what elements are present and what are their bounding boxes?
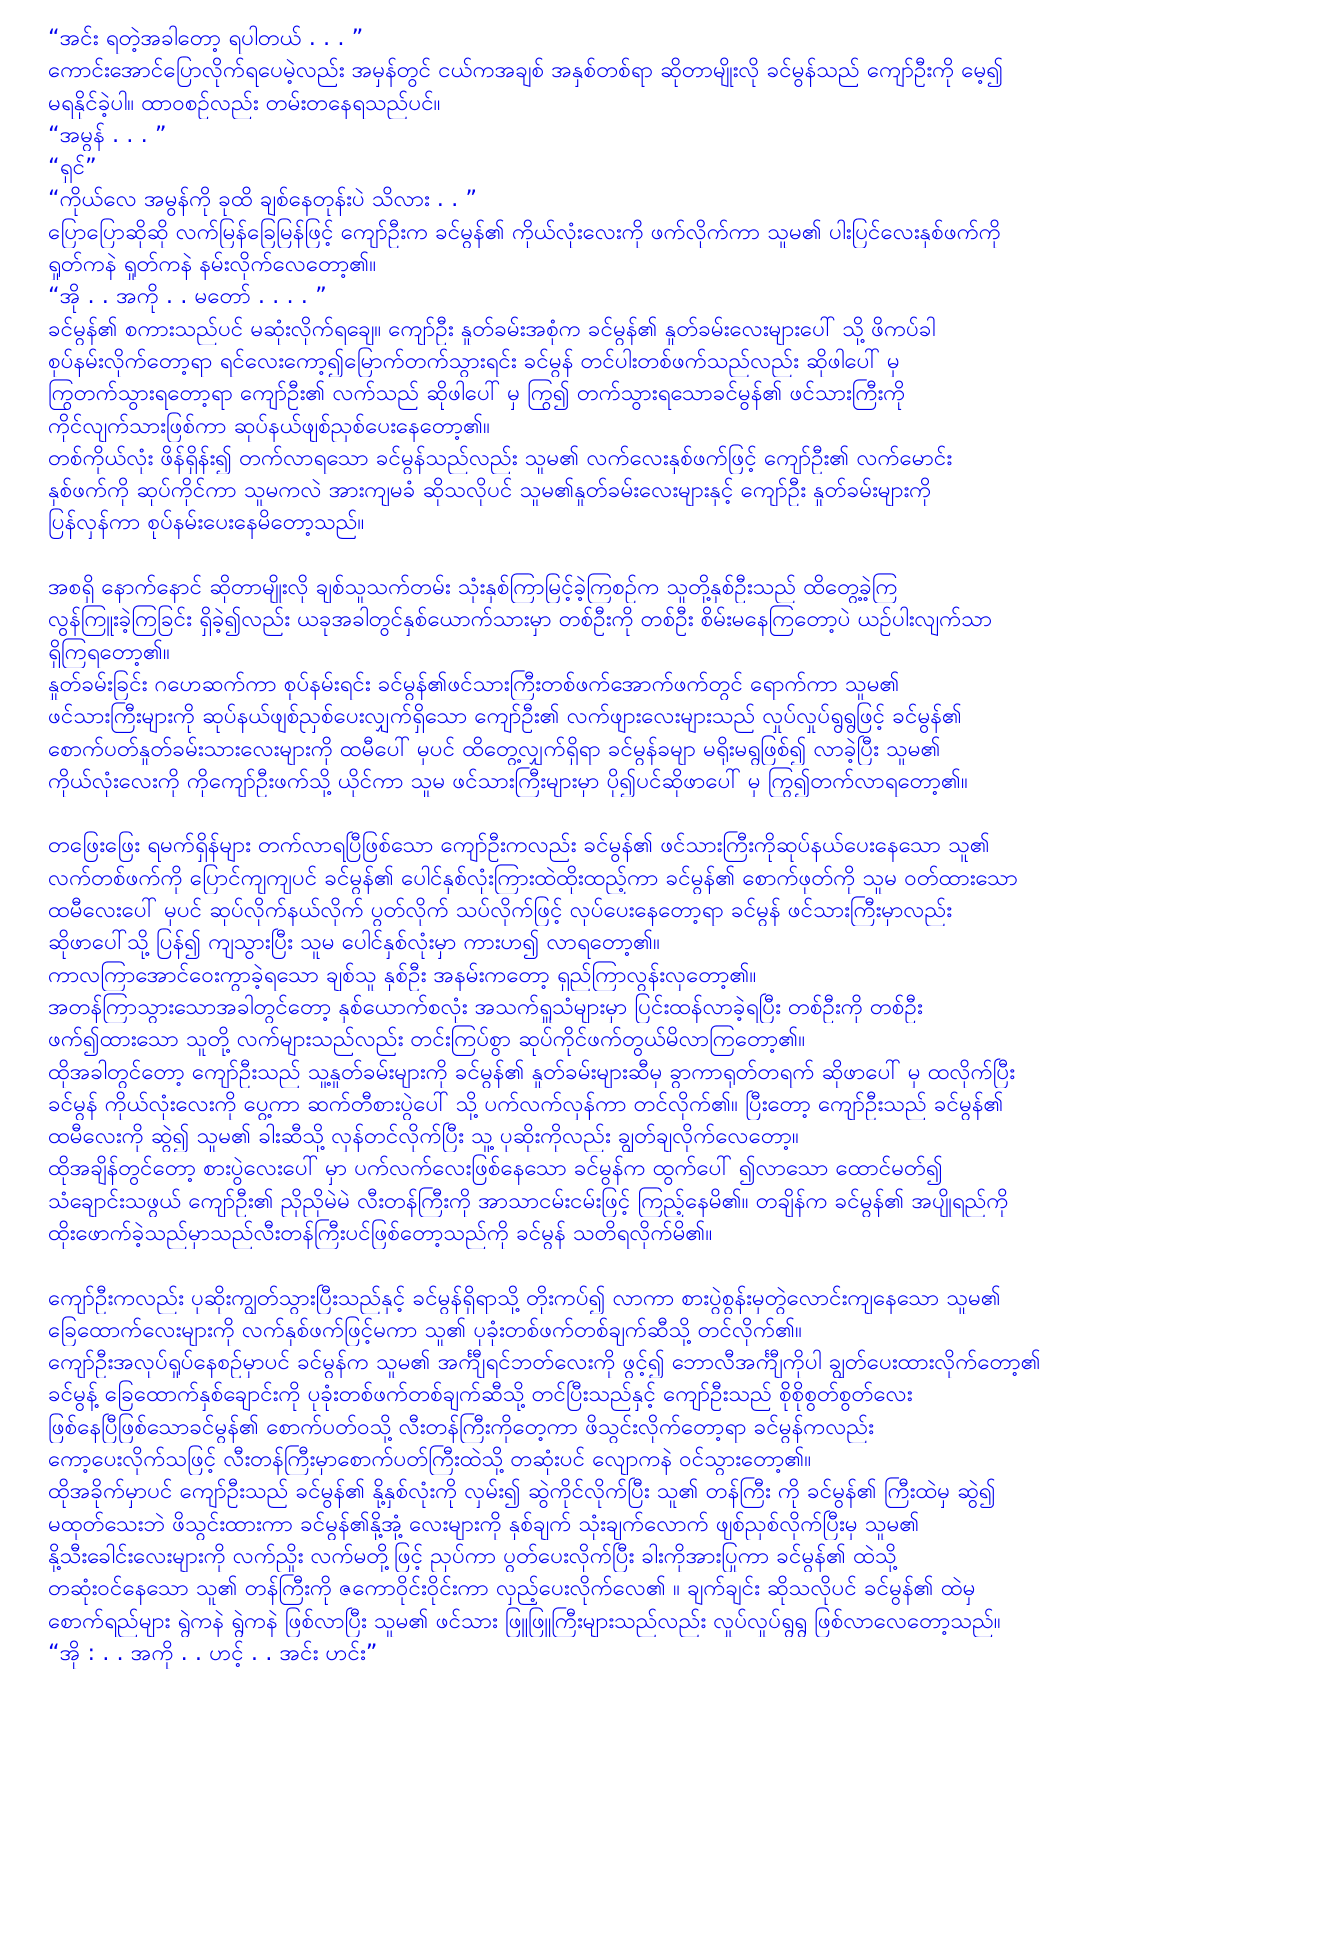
text-line: “အို . . အကို . . မတော် . . . . ” [48,283,327,310]
text-line: ထိုအချိန်တွင်တော့ စားပွဲလေးပေါ် မှာ ပက်လက်လေးဖြစ်နေသော ခင်မွန်က ထွက်ပေါ် ၍လာသော ထောင်မတ်၍ [48,1155,943,1182]
text-line: တစ်ကိုယ်လုံး ဖိန်ရှိန်း၍ တက်လာရသော ခင်မွန်သည်လည်း သူမ၏ လက်လေးနှစ်ဖက်ဖြင့် ကျော်ဦး၏ လက်မောင်း [48,444,953,471]
text-line: ကိုယ်လုံးလေးကို ကိုကျော်ဦးဖက်သို့ ယိုင်ကာ သူမ ဖင်သားကြီးများမှာ ပို၍ပင်ဆိုဖာပေါ် မှ ကြွ၍တက်လာရတော့၏။ [48,767,968,794]
paragraph-gap [48,539,1298,571]
text-line: နို့သီးခေါင်းလေးများကို လက်ညှိုး လက်မတို့ဖြင့် ညှပ်ကာ ပွတ်ပေးလိုက်ပြီး ခါးကိုအားပြုကာ ခင်မွန်၏ ထဲသို့ [48,1542,897,1569]
paragraph [48,1282,1298,1670]
text-line: ထိုးဖောက်ခဲ့သည်မှာသည်လီးတန်ကြီးပင်ဖြစ်တော့သည်ကို ခင်မွန် သတိရလိုက်မိ၏။ [48,1219,713,1246]
text-line: “ကိုယ်လေ အမွန်ကို ခုထိ ချစ်နေတုန်းပဲ သိလား . . ” [48,186,478,213]
paragraph-gap [48,1249,1298,1281]
text-line: ခင်မွန်၏ စကားသည်ပင် မဆုံးလိုက်ရချေ။ ကျော်ဦး နှုတ်ခမ်းအစုံက ခင်မွန်၏ နှုတ်ခမ်းလေးများပေါ် သို့ ဖိကပ်ခါ [48,315,936,342]
text-line: မထုတ်သေးဘဲ ဖိသွင်းထားကာ ခင်မွန်၏နို့အုံ့ လေးများကို နှစ်ချက် သုံးချက်လောက် ဖျစ်ညှစ်လိုက်ပြီးမှ သူမ၏ [48,1510,920,1537]
text-line: လွန်ကြူးခဲ့ကြခြင်း ရှိခဲ့၍လည်း ယခုအခါတွင်နှစ်ယောက်သားမှာ တစ်ဦးကို တစ်ဦး စိမ်းမနေကြတော့ပဲ ယဉ်ပါးလျက်သာ [48,606,993,633]
text-line: အတန်ကြာသွားသောအခါတွင်တော့ နှစ်ယောက်စလုံး အသက်ရှူသံများမှာ ပြင်းထန်လာခဲ့ရပြီး တစ်ဦးကို တစ်ဦး [48,993,923,1020]
text-line: ခင်မွန် ကိုယ်လုံးလေးကို ပွေ့ကာ ဆက်တီစားပွဲပေါ် သို့ ပက်လက်လှန်ကာ တင်လိုက်၏။ ပြီးတော့ ကျော်ဦးသည် ခင်မွန်၏ [48,1090,1004,1117]
text-line: ထမီလေးကို ဆွဲ၍ သူမ၏ ခါးဆီသို့ လှန်တင်လိုက်ပြီး သူ့ ပုဆိုးကိုလည်း ချွတ်ချလိုက်လေတော့။ [48,1123,799,1150]
text-line: ထိုအခါတွင်တော့ ကျော်ဦးသည် သူ့နှုတ်ခမ်းများကို ခင်မွန်၏ နှုတ်ခမ်းများဆီမှ ခွာကာရုတ်တရက် ဆိုဖာပေါ် မှ ထလိုက်ပြီး [48,1058,1015,1085]
text-line: စုပ်နမ်းလိုက်တော့ရာ ရင်လေးကော့၍မြောက်တက်သွားရင်း ခင်မွန် တင်ပါးတစ်ဖက်သည်လည်း ဆိုဖါပေါ် မှ [48,347,900,374]
text-line: ကျော်ဦးအလုပ်ရှုပ်နေစဉ်မှာပင် ခင်မွန်က သူမ၏ အင်္ကျီရင်ဘတ်လေးကို ဖွင့်၍ ဘောလီအင်္ကျီကိုပါ ချွတ်ပေးထားလိုက်တော့၏ [48,1349,1041,1376]
text-line: စောက်ပတ်နှုတ်ခမ်းသားလေးများကို ထမီပေါ် မှပင် ထိတွေ့လျှက်ရှိရာ ခင်မွန်ခမျာ မရိုးမရွဖြစ်၍ လာခဲ့ပြီး သူမ၏ [48,735,941,762]
text-line: ကျော်ဦးကလည်း ပုဆိုးကျွတ်သွားပြီးသည်နှင့် ခင်မွန်ရှိရာသို့ တိုးကပ်၍ လာကာ စားပွဲစွန်းမှတွဲလောင်းကျနေသော သူမ၏ [48,1284,1001,1311]
text-line: စောက်ရည်များ ရွဲကနဲ ရွဲကနဲ ဖြစ်လာပြီး သူမ၏ ဖင်သား ဖြူဖြူကြီးများသည်လည်း လှုပ်လှုပ်ရွရွ ဖြစ်လာလေတော့သည်။ [48,1607,1001,1634]
text-line: ကော့ပေးလိုက်သဖြင့် လီးတန်ကြီးမှာစောက်ပတ်ကြီးထဲသို့ တဆုံးပင် လျောကနဲ ဝင်သွားတော့၏။ [48,1446,812,1473]
text-line: မရနိုင်ခဲ့ပါ။ ထာဝစဉ်လည်း တမ်းတနေရသည်ပင်။ [48,89,441,116]
text-line: ထိုအခိုက်မှာပင် ကျော်ဦးသည် ခင်မွန်၏ နို့နှစ်လုံးကို လှမ်း၍ ဆွဲကိုင်လိုက်ပြီး သူ၏ တန်ကြီး ကို ခင်မွန်၏ ကြီးထဲမှ ဆွဲ၍ [48,1478,996,1505]
text-line: “အမွန် . . . ” [48,121,167,148]
text-line: နှစ်ဖက်ကို ဆုပ်ကိုင်ကာ သူမကလဲ အားကျမခံ ဆိုသလိုပင် သူမ၏နှုတ်ခမ်းလေးများနှင့် ကျော်ဦး နှုတ်ခမ်းများကို [48,477,932,504]
text-line: ထမီလေးပေါ် မှပင် ဆုပ်လိုက်နယ်လိုက် ပွတ်လိုက် သပ်လိုက်ဖြင့် လုပ်ပေးနေတော့ရာ ခင်မွန် ဖင်သားကြီးမှာလည်း [48,897,952,924]
document-page [48,22,1298,1669]
text-line: ကိုင်လျက်သားဖြစ်ကာ ဆုပ်နယ်ဖျစ်ညှစ်ပေးနေတော့၏။ [48,412,490,439]
text-line: ရှုတ်ကနဲ ရှုတ်ကနဲ နမ်းလိုက်လေတော့၏။ [48,251,377,278]
text-line: သံချောင်းသဖွယ် ကျော်ဦး၏ ညိုညိုမဲမဲ လီးတန်ကြီးကို အာသာငမ်းငမ်းဖြင့် ကြည့်နေမိ၏။ တချိန်က ခင်မွန်၏ အပျိုရည်ကို [48,1187,1009,1214]
text-line: ခြေထောက်လေးများကို လက်နှစ်ဖက်ဖြင့်မကာ သူ၏ ပုခုံးတစ်ဖက်တစ်ချက်ဆီသို့ တင်လိုက်၏။ [48,1316,802,1343]
paragraph [48,829,1298,1249]
paragraph [48,571,1298,797]
text-line: ဖြစ်နေပြီဖြစ်သောခင်မွန်၏ စောက်ပတ်ဝသို့ လီးတန်ကြီးကိုတေ့ကာ ဖိသွင်းလိုက်တော့ရာ ခင်မွန်ကလည်း [48,1413,874,1440]
text-line: ပြောပြောဆိုဆို လက်မြန်ခြေမြန်ဖြင့် ကျော်ဦးက ခင်မွန်၏ ကိုယ်လုံးလေးကို ဖက်လိုက်ကာ သူမ၏ ပါးပြင်လေးနှစ်ဖက်ကို [48,218,1001,245]
text-line: ခင်မွန့် ခြေထောက်နှစ်ချောင်းကို ပုခုံးတစ်ဖက်တစ်ချက်ဆီသို့ တင်ပြီးသည်နှင့် ကျော်ဦးသည် စိုစိုစွတ်စွတ်လေး [48,1381,913,1408]
text-line: “အို : . . အကို . . ဟင့် . . အင်း ဟင်း” [48,1639,378,1666]
text-line: ကြွတက်သွားရတော့ရာ ကျော်ဦး၏ လက်သည် ဆိုဖါပေါ် မှ ကြွ၍ တက်သွားရသောခင်မွန်၏ ဖင်သားကြီးကို [48,380,906,407]
paragraph [48,22,1298,539]
text-line: တဖြေးဖြေး ရမက်ရှိန်များ တက်လာရပြီဖြစ်သော ကျော်ဦးကလည်း ခင်မွန်၏ ဖင်သားကြီးကိုဆုပ်နယ်ပေးနေသော သူ၏ [48,832,990,859]
text-line: ကောင်းအောင်ပြောလိုက်ရပေမဲ့လည်း အမှန်တွင် ငယ်ကအချစ် အနှစ်တစ်ရာ ဆိုတာမျိုးလို ခင်မွန်သည် ကျော်ဦးကို မေ့၍ [48,57,1004,84]
text-line: ပြန်လှန်ကာ စုပ်နမ်းပေးနေမိတော့သည်။ [48,509,365,536]
text-line: ရှိကြရတော့၏။ [48,638,170,665]
text-line: “အင်း ရတဲ့အခါတော့ ရပါတယ် . . . ” [48,25,364,51]
text-line: အစရှိ နောက်နောင် ဆိုတာမျိုးလို ချစ်သူသက်တမ်း သုံးနှစ်ကြာမြင့်ခဲ့ကြစဉ်က သူတို့နှစ်ဦးသည် ထိတွေ့ခဲ့ကြ [48,574,898,601]
text-line: တဆုံးဝင်နေသော သူ၏ တန်ကြီးကို ဇကောဝိုင်းဝိုင်းကာ လှည့်ပေးလိုက်လေ၏ ။ ချက်ချင်း ဆိုသလိုပင် ခင်မွန်၏ ထဲမှ [48,1575,976,1602]
text-line: နှုတ်ခမ်းခြင်း ဂဟေဆက်ကာ စုပ်နမ်းရင်း ခင်မွန်၏ဖင်သားကြီးတစ်ဖက်အောက်ဖက်တွင် ရောက်ကာ သူမ၏ [48,670,900,697]
text-line: ဆိုဖာပေါ်သို့ ပြန်၍ ကျသွားပြီး သူမ ပေါင်နှစ်လုံးမှာ ကားဟ၍ လာရတော့၏။ [48,929,660,956]
text-line: ဖက်၍ထားသော သူတို့ လက်များသည်လည်း တင်းကြပ်စွာ ဆုပ်ကိုင်ဖက်တွယ်မိလာကြတော့၏။ [48,1026,806,1053]
text-line: “ရှင်” [48,154,97,181]
text-line: ကာလကြာအောင်ဝေးကွာခဲ့ရသော ချစ်သူ နှစ်ဦး အနမ်းကတော့ ရှည်ကြာလွန်းလှတော့၏။ [48,961,757,988]
paragraph-gap [48,797,1298,829]
text-line: ဖင်သားကြီးများကို ဆုပ်နယ်ဖျစ်ညှစ်ပေးလျှက်ရှိသော ကျော်ဦး၏ လက်ဖျားလေးများသည် လှုပ်လှုပ်ရွရွဖြင့် ခင်မွန်၏ [48,703,962,730]
text-line: လက်တစ်ဖက်ကို ပြောင်ကျကျပင် ခင်မွန်၏ ပေါင်နှစ်လုံးကြားထဲထိုးထည့်ကာ ခင်မွန်၏ စောက်ဖုတ်ကို သူမ ဝတ်ထားသော [48,864,1018,891]
